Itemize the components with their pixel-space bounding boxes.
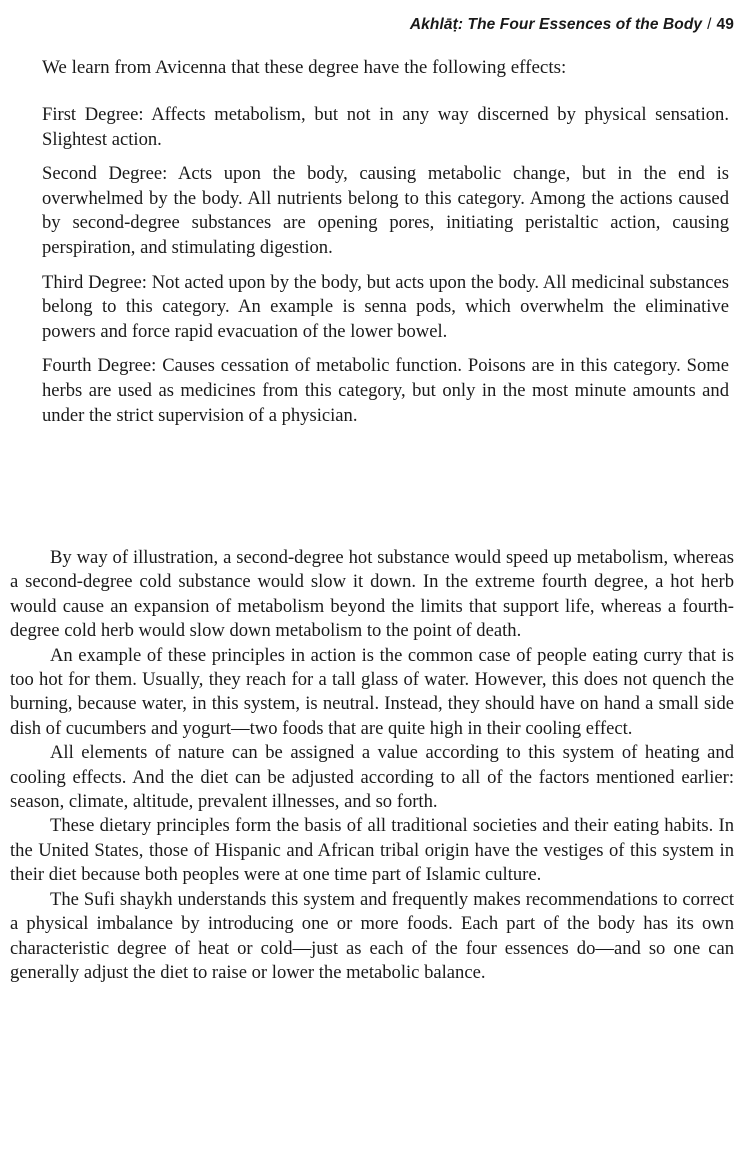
intro-sentence: We learn from Avicenna that these degree have the following effects: [42, 57, 567, 78]
degree-first: First Degree: Affects metabolism, but not in any way discerned by physical sensation. Slightest action. [42, 104, 729, 150]
paragraph-illustration: By way of illustration, a second-degree hot substance would speed up metabolism, whereas a second-degree cold substance would slow it down. In the extreme fourth degree, a hot herb would cause an expansion of metabolism beyond the limits that support life, whereas a fourth-degree cold herb would slow down metabolism to the point of death. [10, 547, 734, 642]
page-number: 49 [716, 16, 734, 33]
degree-list [42, 103, 729, 438]
paragraph-curry-example: An example of these principles in action is the common case of people eating curry that is too hot for them. Usually, they reach for a tall glass of water. However, this does not quench the burning, because water, in this system, is neutral. Instead, they should have on hand a small side dish of cucumbers and yogurt—two foods that are quite high in their cooling effect. [10, 644, 734, 739]
paragraph-traditional-societies: These dietary principles form the basis of all traditional societies and their eating habits. In the United States, those of Hispanic and African tribal origin have the vestiges of this system in their diet because both peoples were at one time part of Islamic culture. [10, 815, 734, 886]
paragraph-sufi-shaykh: The Sufi shaykh understands this system and frequently makes recommendations to correct a physical imbalance by introducing one or more foods. Each part of the body has its own characteristic degree of heat or cold—just as each of the four essences do—and so one can generally adjust the diet to raise or lower the metabolic balance. [10, 888, 734, 983]
degree-third: Third Degree: Not acted upon by the body, but acts upon the body. All medicinal substances belong to this category. An example is senna pods, which overwhelm the eliminative powers and force rapid evacuation of the lower bowel. [42, 271, 729, 342]
running-head [410, 16, 734, 34]
degree-second: Second Degree: Acts upon the body, causing metabolic change, but in the end is overwhelmed by the body. All nutrients belong to this category. Among the actions caused by second-degree substances are opening pores, initiating peristaltic action, causing perspiration, and stimulating digestion. [42, 163, 729, 258]
body-text [10, 546, 734, 985]
paragraph-heating-cooling: All elements of nature can be assigned a value according to this system of heating and cooling effects. And the diet can be adjusted according to all of the factors mentioned earlier: season, climate, altitude, prevalent illnesses, and so forth. [10, 742, 734, 813]
running-head-separator: / [707, 16, 712, 33]
running-head-title: Akhlāṭ: The Four Essences of the Body [409, 16, 703, 33]
degree-fourth: Fourth Degree: Causes cessation of metabolic function. Poisons are in this category. Some herbs are used as medicines from this category, but only in the most minute amounts and under the strict supervision of a physician. [42, 355, 729, 426]
